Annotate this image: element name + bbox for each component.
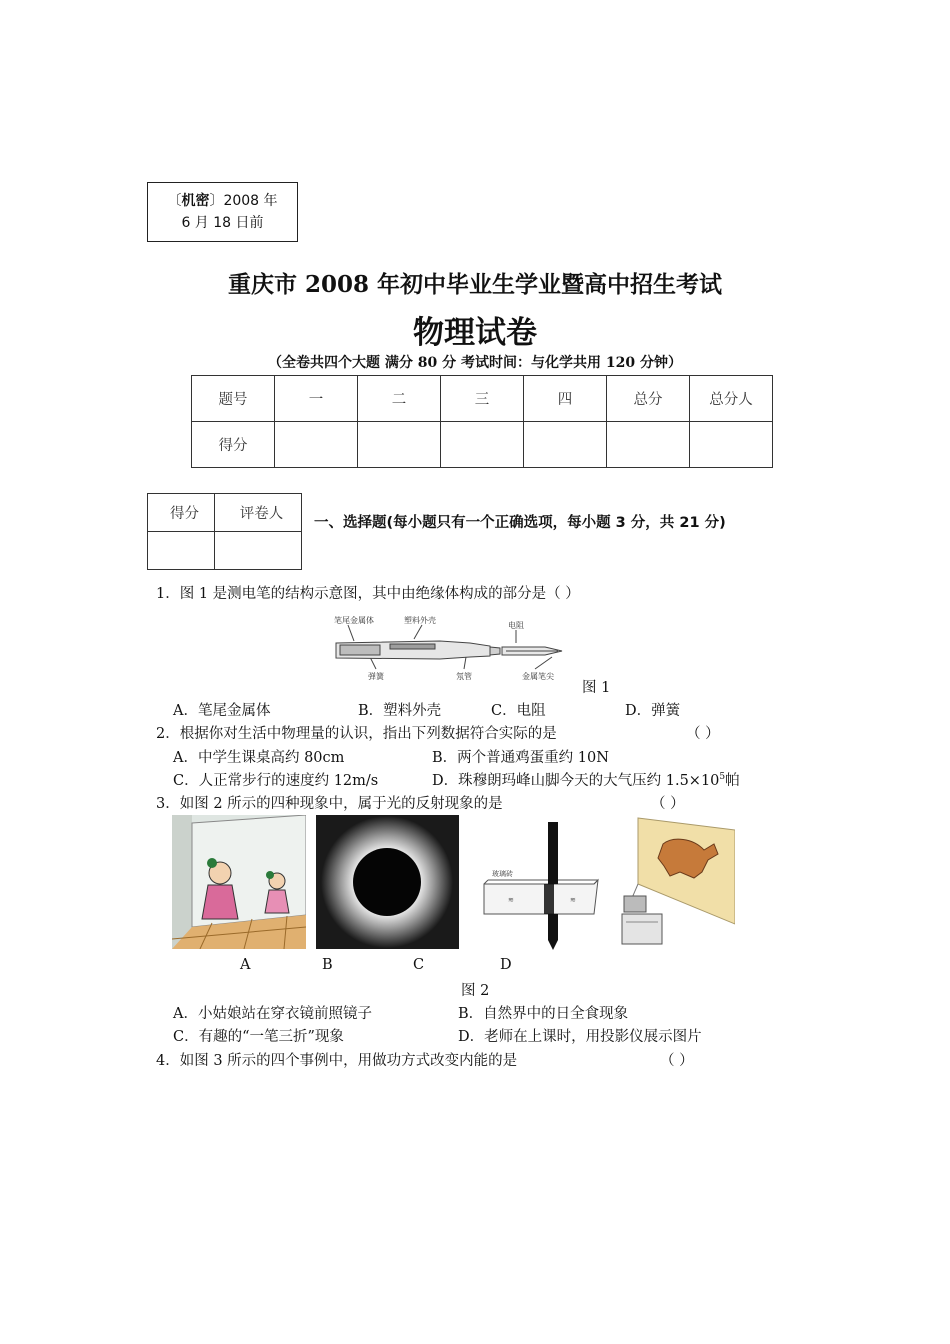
q2-option-c[interactable]: C．人正常步行的速度约 12m/s — [173, 773, 379, 789]
label-plastic: 塑料外壳 — [404, 616, 436, 625]
figure-1-caption: 图 1 — [582, 680, 611, 696]
score-table — [191, 375, 773, 468]
svg-text:≋: ≋ — [570, 896, 576, 904]
label-neon: 氖管 — [456, 672, 472, 681]
test-pen-figure — [330, 613, 575, 685]
score-header-cell: 总分 — [607, 376, 690, 422]
label-tip: 金属笔尖 — [522, 672, 554, 681]
confidential-line-1: 〔机密〕2008 年 — [167, 193, 278, 209]
score-header-cell: 题号 — [192, 376, 275, 422]
score-table-header-row — [192, 376, 773, 422]
svg-text:≋: ≋ — [508, 896, 514, 904]
confidential-box — [147, 182, 298, 242]
q3-stem: 3．如图 2 所示的四种现象中，属于光的反射现象的是 — [156, 796, 503, 812]
score-cell[interactable] — [275, 422, 358, 468]
figure-2c-refraction-image — [478, 818, 600, 950]
score-header-cell: 二 — [358, 376, 441, 422]
q1-stem: 1．图 1 是测电笔的结构示意图，其中由绝缘体构成的部分是（ ） — [156, 586, 580, 602]
score-cell[interactable] — [441, 422, 524, 468]
score-table-score-row — [192, 422, 773, 468]
score-cell[interactable] — [607, 422, 690, 468]
q1-option-d[interactable]: D．弹簧 — [625, 703, 681, 719]
score-header-cell: 总分人 — [690, 376, 773, 422]
label-resistor: 电阻 — [508, 621, 524, 630]
label-spring: 弹簧 — [368, 672, 384, 681]
figure-2-letter-b: B — [322, 957, 333, 973]
score-header-cell: 一 — [275, 376, 358, 422]
glass-block-label: 玻璃砖 — [492, 870, 513, 878]
grader-score-label: 得分 — [148, 494, 215, 532]
section-1-heading: 一、选择题(每小题只有一个正确选项，每小题 3 分，共 21 分) — [314, 515, 726, 531]
q3-option-d[interactable]: D．老师在上课时，用投影仪展示图片 — [458, 1029, 702, 1045]
figure-2-letter-d: D — [500, 957, 512, 973]
q2-option-b[interactable]: B．两个普通鸡蛋重约 10N — [432, 750, 609, 766]
q2-option-a[interactable]: A．中学生课桌高约 80cm — [173, 750, 345, 766]
exam-subtitle: （全卷共四个大题 满分 80 分 考试时间：与化学共用 120 分钟） — [268, 355, 682, 371]
figure-2a-mirror-image — [172, 815, 306, 949]
q3-option-b[interactable]: B．自然界中的日全食现象 — [458, 1006, 629, 1022]
figure-2-letter-c: C — [413, 957, 425, 973]
score-cell[interactable] — [358, 422, 441, 468]
confidential-label: 机密 — [181, 193, 210, 209]
q1-option-a[interactable]: A．笔尾金属体 — [173, 703, 271, 719]
grader-name-cell[interactable] — [215, 532, 302, 570]
q1-option-b[interactable]: B．塑料外壳 — [358, 703, 442, 719]
score-row-label: 得分 — [192, 422, 275, 468]
q3-option-c[interactable]: C．有趣的“一笔三折”现象 — [173, 1029, 344, 1045]
figure-2d-projector-image — [618, 814, 735, 950]
q2-stem: 2．根据你对生活中物理量的认识，指出下列数据符合实际的是 — [156, 726, 557, 742]
q1-option-c[interactable]: C．电阻 — [491, 703, 546, 719]
grader-table — [147, 493, 302, 570]
q2-answer-paren[interactable]: （ ） — [686, 726, 720, 742]
score-cell[interactable] — [690, 422, 773, 468]
exam-title: 重庆市 2008 年初中毕业生学业暨高中招生考试 — [227, 271, 723, 298]
grader-name-label: 评卷人 — [215, 494, 302, 532]
q4-stem: 4．如图 3 所示的四个事例中，用做功方式改变内能的是 — [156, 1053, 518, 1069]
grader-score-cell[interactable] — [148, 532, 215, 570]
figure-2b-eclipse-image — [316, 815, 459, 949]
score-cell[interactable] — [524, 422, 607, 468]
label-tail-metal: 笔尾金属体 — [334, 616, 374, 625]
figure-2-letter-a: A — [240, 957, 251, 973]
confidential-line-2: 6 月 18 日前 — [181, 215, 264, 231]
exam-subject: 物理试卷 — [413, 315, 537, 351]
q3-option-a[interactable]: A．小姑娘站在穿衣镜前照镜子 — [173, 1006, 372, 1022]
figure-2-caption: 图 2 — [461, 983, 490, 999]
q3-answer-paren[interactable]: （ ） — [651, 796, 685, 812]
score-header-cell: 四 — [524, 376, 607, 422]
score-header-cell: 三 — [441, 376, 524, 422]
q4-answer-paren[interactable]: （ ） — [660, 1053, 694, 1069]
q2-option-d[interactable]: D．珠穆朗玛峰山脚今天的大气压约 $1.5\times 10^5$帕 — [432, 772, 740, 789]
